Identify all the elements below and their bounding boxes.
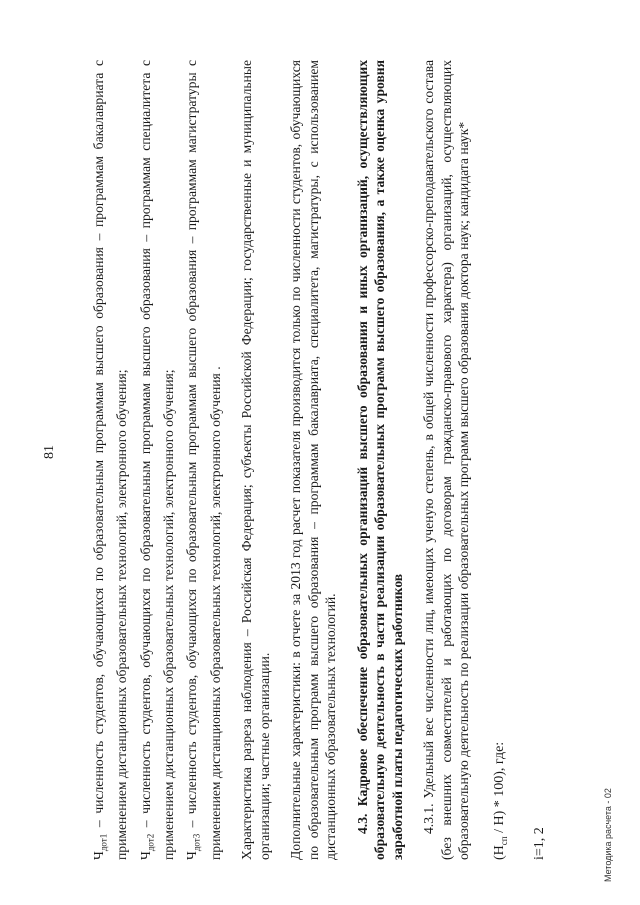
rotated-page — [20, 22, 620, 882]
index-line: i=1, 2 — [531, 827, 547, 860]
section-heading: 4.3. Кадровое обеспечение образовательных организаций высшего образования и иных организаций, осуществляющих образовательную деятельность в части реализации образовательных программ высшего образования, а также оценка уровня заработной платы педагогических работников — [354, 60, 405, 860]
definition-item: $Ч_{дот1}$ – численность студентов, обучающихся по образовательным программам высшего образования – программам бакалавриата с применением дистанционных образовательных технологий, электронного обучения; — [91, 60, 130, 860]
paragraph-4-3-1: 4.3.1. Удельный вес численности лиц, имеющих ученую степень, в общей численности профессорско-преподавательского состава (без внешних совместителей и работающих по договорам гражданско-правового характера) организаций, осуществляющих образовательную деятельность по реализации образовательных программ высшего образования доктора наук; кандидата наук* — [421, 60, 472, 860]
page-number: 81 — [42, 445, 57, 459]
section-characteristics: Характеристика разреза наблюдения – Российская Федерация; субъекты Российской Федерации; государственные и муниципальные организации; частные организации. — [239, 60, 272, 860]
formula: $(Н_{сп} / Н) * 100$), где: — [491, 741, 509, 860]
additional-characteristics: Дополнительные характеристики: в отчете за 2013 год расчет показателя производится только по численности студентов, обучающихся по образовательным программ высшего образования – программам бакалавриата, специалитета, магистратуры, с использованием дистанционных образовательных технологий. — [288, 60, 339, 860]
definition-item: $Ч_{дот2}$ – численность студентов, обучающихся по образовательным программам высшего образования – программам специалитета с применением дистанционных образовательных технологий, электронного обучения; — [137, 60, 176, 860]
page-content — [90, 60, 548, 860]
footer-label: Методика расчета - 02 — [603, 788, 613, 882]
definition-item: $Ч_{дот3}$ – численность студентов, обучающихся по образовательным программам высшего образования – программам магистратуры с применением дистанционных образовательных технологий, электронного обучения . — [184, 60, 223, 860]
